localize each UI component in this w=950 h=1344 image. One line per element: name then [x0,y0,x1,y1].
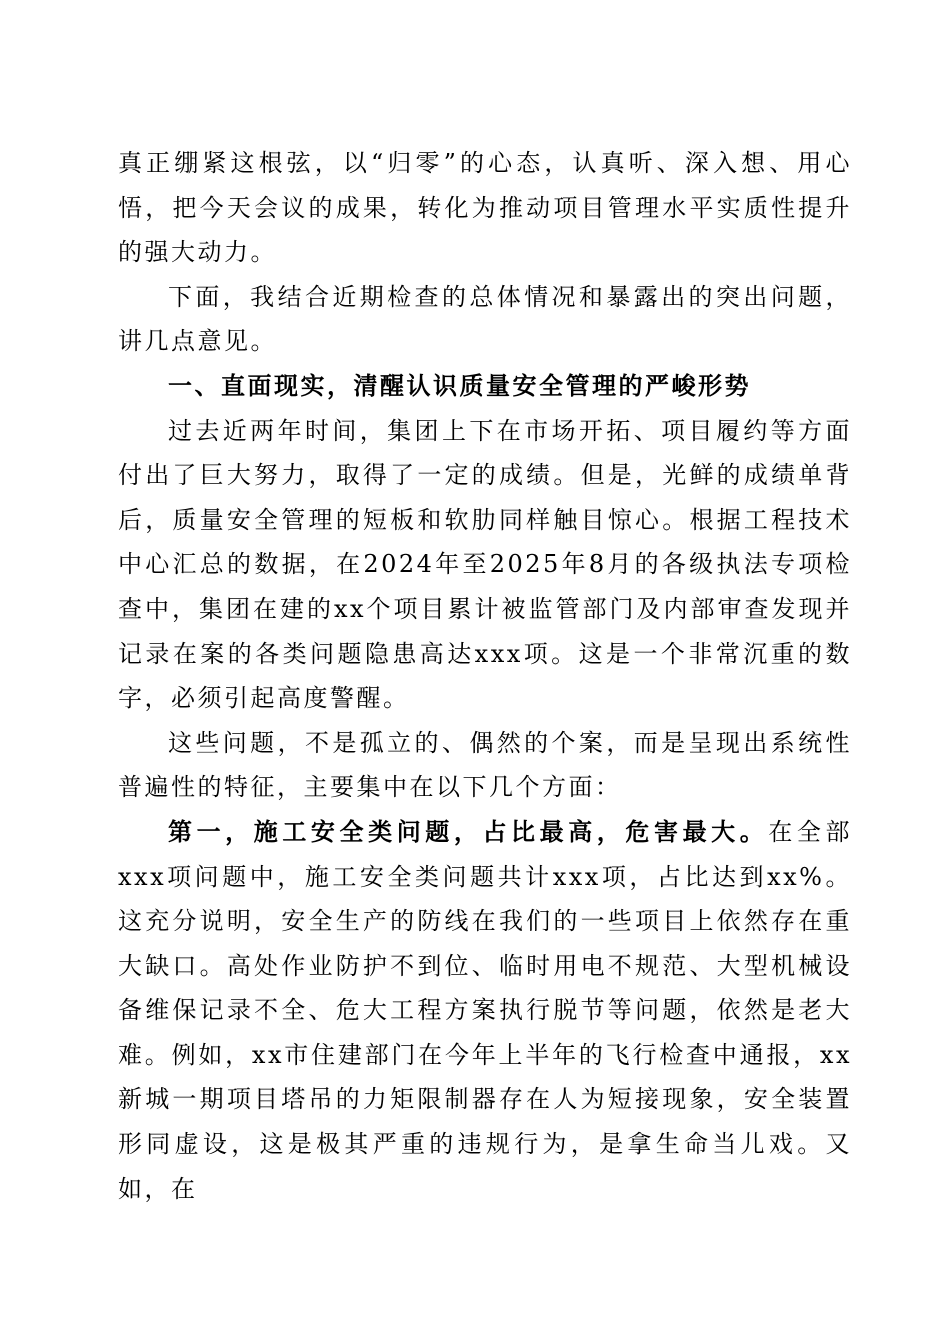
paragraph-continuation: 真正绷紧这根弦，以“归零”的心态，认真听、深入想、用心悟，把今天会议的成果，转化为推动项目管理水平实质性提升的强大动力。 [118,149,852,267]
paragraph-overview: 过去近两年时间，集团上下在市场开拓、项目履约等方面付出了巨大努力，取得了一定的成绩。但是，光鲜的成绩单背后，质量安全管理的短板和软肋同样触目惊心。根据工程技术中心汇总的数据，在2024年至2025年8月的各级执法专项检查中，集团在建的xx个项目累计被监管部门及内部审查发现并记录在案的各类问题隐患高达xxx项。这是一个非常沉重的数字，必须引起高度警醒。 [118,416,852,713]
section-heading-1: 一、直面现实，清醒认识质量安全管理的严峻形势 [168,371,751,400]
paragraph-point-one [118,810,852,1211]
point-one-text: 在全部xxx项问题中，施工安全类问题共计xxx项，占比达到xx%。这充分说明，安全生产的防线在我们的一些项目上依然存在重大缺口。高处作业防护不到位、临时用电不规范、大型机械设备维保记录不全、危大工程方案执行脱节等问题，依然是老大难。例如，xx市住建部门在今年上半年的飞行检查中通报，xx新城一期项目塔吊的力矩限制器存在人为短接现象，安全装置形同虚设，这是极其严重的违规行为，是拿生命当儿戏。又如，在 [118,817,853,1203]
document-body [118,141,852,1211]
paragraph-intro: 下面，我结合近期检查的总体情况和暴露出的突出问题，讲几点意见。 [118,282,852,356]
point-one-lead: 第一，施工安全类问题，占比最高，危害最大。 [168,816,769,846]
paragraph-issues-intro: 这些问题，不是孤立的、偶然的个案，而是呈现出系统性普遍性的特征，主要集中在以下几个方面： [118,728,852,802]
